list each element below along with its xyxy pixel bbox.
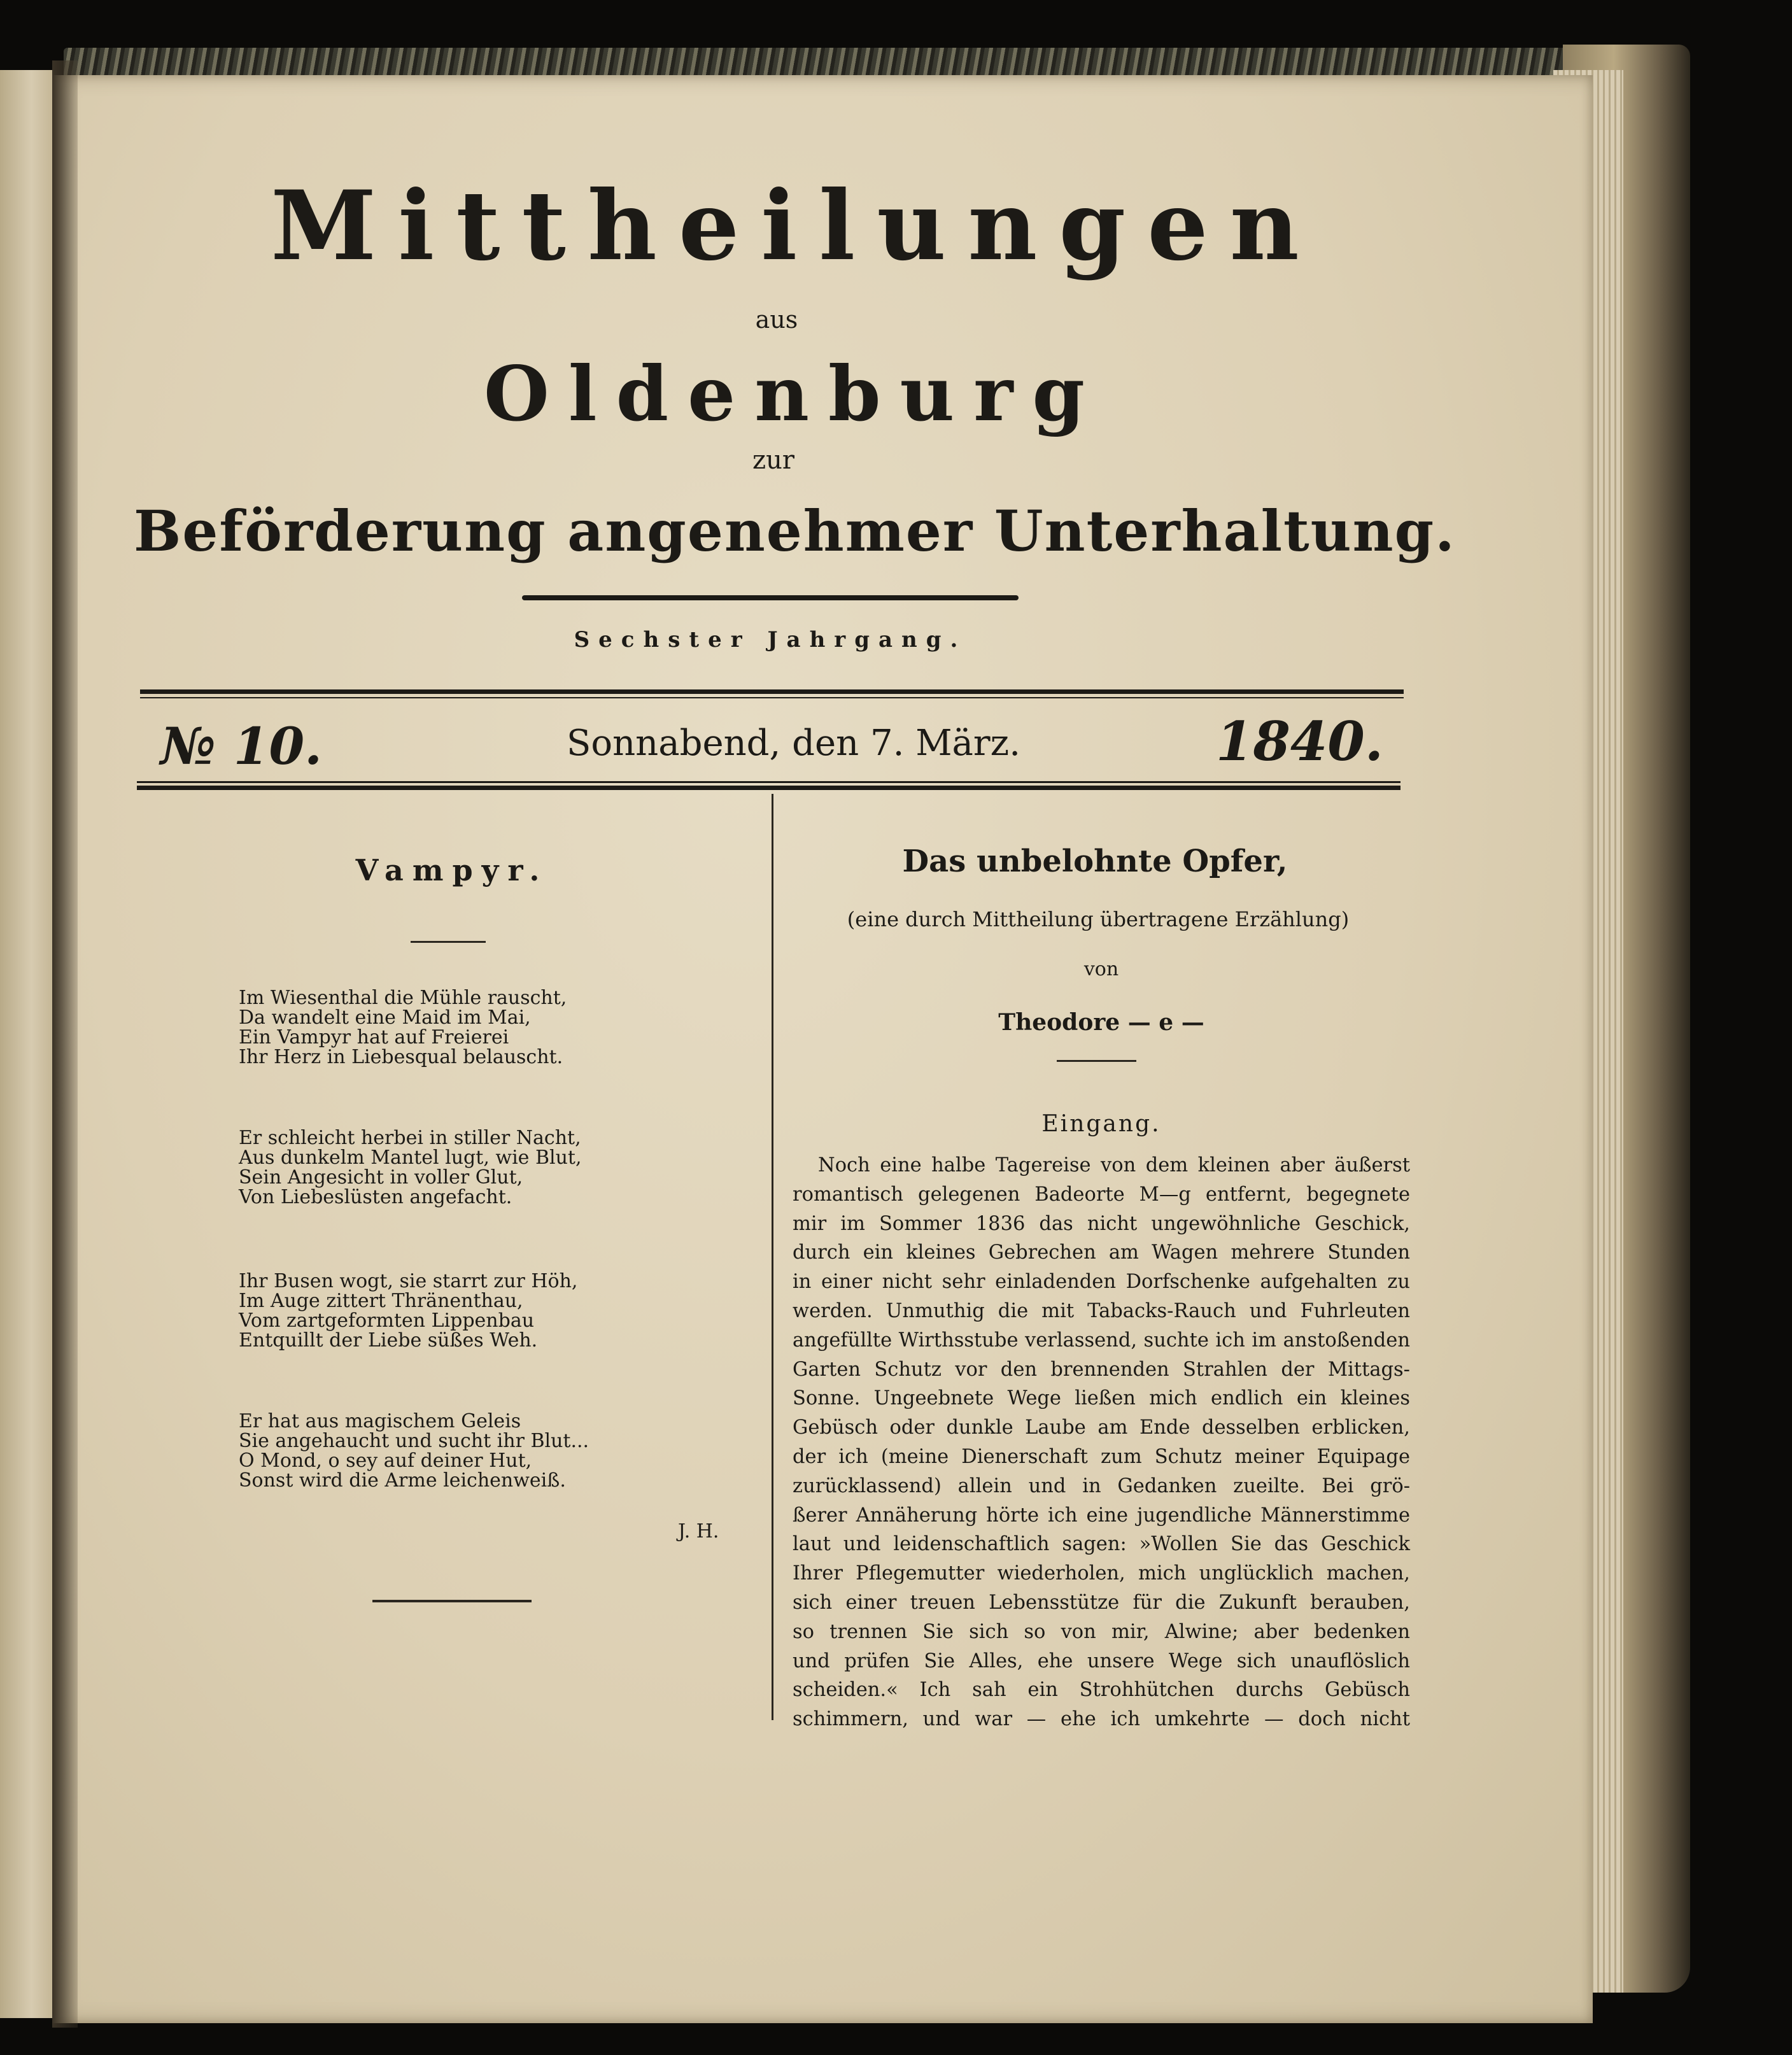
story-line: ßerer Annäherung hörte ich eine jugendliche Männerstimme: [793, 1504, 1410, 1527]
story-line: Ihrer Pflegemutter wiederholen, mich unglücklich machen,: [793, 1562, 1410, 1585]
issue-date: Sonnabend, den 7. März.: [567, 723, 1020, 764]
story-line: so trennen Sie sich so von mir, Alwine; aber bedenken: [793, 1620, 1410, 1643]
story-line: angefüllte Wirthsstube verlassend, suchte ich im anstoßenden: [793, 1329, 1410, 1352]
story-line: romantisch gelegenen Badeorte M—g entfernt, begegnete: [793, 1183, 1410, 1206]
column-divider: [772, 794, 773, 1720]
story-line: zurücklassend) allein und in Gedanken zueilte. Bei grö-: [793, 1474, 1410, 1497]
facing-page-edge: [0, 70, 54, 2018]
poem-line: Im Wiesenthal die Mühle rauscht,: [239, 987, 567, 1009]
poem-stanza-4: [239, 1412, 646, 1491]
story-line: laut und leidenschaftlich sagen: »Wollen Sie das Geschick: [793, 1533, 1410, 1556]
story-title: Das unbelohnte Opfer,: [902, 844, 1288, 879]
story-line: der ich (meine Dienerschaft zum Schutz meiner Equipage: [793, 1445, 1410, 1468]
issue-number: № 10.: [160, 716, 322, 776]
poem-line: Er hat aus magischem Geleis: [239, 1410, 521, 1432]
story-line: Sonne. Ungeebnete Wege ließen mich endlich ein kleines: [793, 1387, 1410, 1410]
poem-line: Da wandelt eine Maid im Mai,: [239, 1006, 531, 1029]
poem-line: Aus dunkelm Mantel lugt, wie Blut,: [239, 1147, 582, 1169]
poem-line: Er schleicht herbei in stiller Nacht,: [239, 1127, 581, 1149]
poem-line: Ihr Herz in Liebesqual belauscht.: [239, 1046, 563, 1068]
poem-line: Vom zartgeformten Lippenbau: [239, 1310, 535, 1332]
poem-stanza-1: [239, 989, 646, 1068]
story-line: scheiden.« Ich sah ein Strohhütchen durchs Gebüsch: [793, 1679, 1410, 1702]
header-rule-bottom-thin: [137, 781, 1400, 783]
poem-end-rule: [372, 1600, 532, 1602]
poem-title: Vampyr.: [355, 853, 549, 887]
poem-stanza-2: [239, 1129, 646, 1208]
masthead-subtitle: Beförderung angenehmer Unterhaltung.: [134, 498, 1456, 564]
poem-line: Im Auge zittert Thränenthau,: [239, 1290, 523, 1312]
poem-line: Ein Vampyr hat auf Freierei: [239, 1026, 509, 1049]
story-author-dash: [1057, 1060, 1136, 1062]
story-body: [793, 1151, 1410, 1734]
poem-stanza-3: [239, 1272, 646, 1351]
story-line: Gebüsch oder dunkle Laube am Ende desselben erblicken,: [793, 1416, 1410, 1439]
story-author: Theodore — e —: [998, 1009, 1204, 1036]
poem-line: Sonst wird die Arme leichenweiß.: [239, 1469, 566, 1492]
story-line: und prüfen Sie Alles, ehe unsere Wege sich unauflöslich: [793, 1649, 1410, 1672]
header-rule-bottom: [137, 786, 1400, 790]
story-line: Noch eine halbe Tagereise von dem kleinen aber äußerst: [818, 1154, 1410, 1176]
poem-line: O Mond, o sey auf deiner Hut,: [239, 1450, 532, 1472]
story-line: mir im Sommer 1836 das nicht ungewöhnliche Geschick,: [793, 1212, 1410, 1235]
story-line: Garten Schutz vor den brennenden Strahlen der Mittags-: [793, 1358, 1410, 1381]
gutter-shadow: [52, 60, 78, 2028]
poem-title-dash: [411, 941, 486, 943]
story-von: von: [1083, 958, 1119, 980]
story-line: in einer nicht sehr einladenden Dorfschenke aufgehalten zu: [793, 1271, 1410, 1294]
poem-line: Sein Angesicht in voller Glut,: [239, 1166, 523, 1189]
poem-line: Ihr Busen wogt, sie starrt zur Höh,: [239, 1270, 578, 1292]
story-line: sich einer treuen Lebensstütze für die Zukunft berauben,: [793, 1591, 1410, 1614]
poem-line: Von Liebeslüsten angefacht.: [239, 1186, 512, 1208]
header-rule-top-thin: [140, 697, 1404, 698]
story-line: werden. Unmuthig die mit Tabacks-Rauch und Fuhrleuten: [793, 1299, 1410, 1322]
issue-year: 1840.: [1216, 710, 1384, 773]
masthead-title: Mittheilungen: [271, 170, 1321, 282]
edition-line: Sechster Jahrgang.: [574, 627, 967, 653]
poem-line: Entquillt der Liebe süßes Weh.: [239, 1329, 538, 1352]
story-subtitle: (eine durch Mittheilung übertragene Erzählung): [847, 907, 1350, 931]
story-line: schimmern, und war — ehe ich umkehrte — doch nicht: [793, 1708, 1410, 1731]
masthead-zur: zur: [752, 446, 794, 475]
header-rule-top: [140, 689, 1404, 694]
section-heading: Eingang.: [1041, 1111, 1161, 1137]
masthead-aus: aus: [755, 306, 798, 334]
masthead-place: Oldenburg: [484, 350, 1104, 438]
story-line: durch ein kleines Gebrechen am Wagen mehrere Stunden: [793, 1241, 1410, 1264]
poem-signature: J. H.: [678, 1520, 719, 1543]
masthead-rule: [522, 595, 1019, 600]
poem-line: Sie angehaucht und sucht ihr Blut...: [239, 1430, 589, 1452]
